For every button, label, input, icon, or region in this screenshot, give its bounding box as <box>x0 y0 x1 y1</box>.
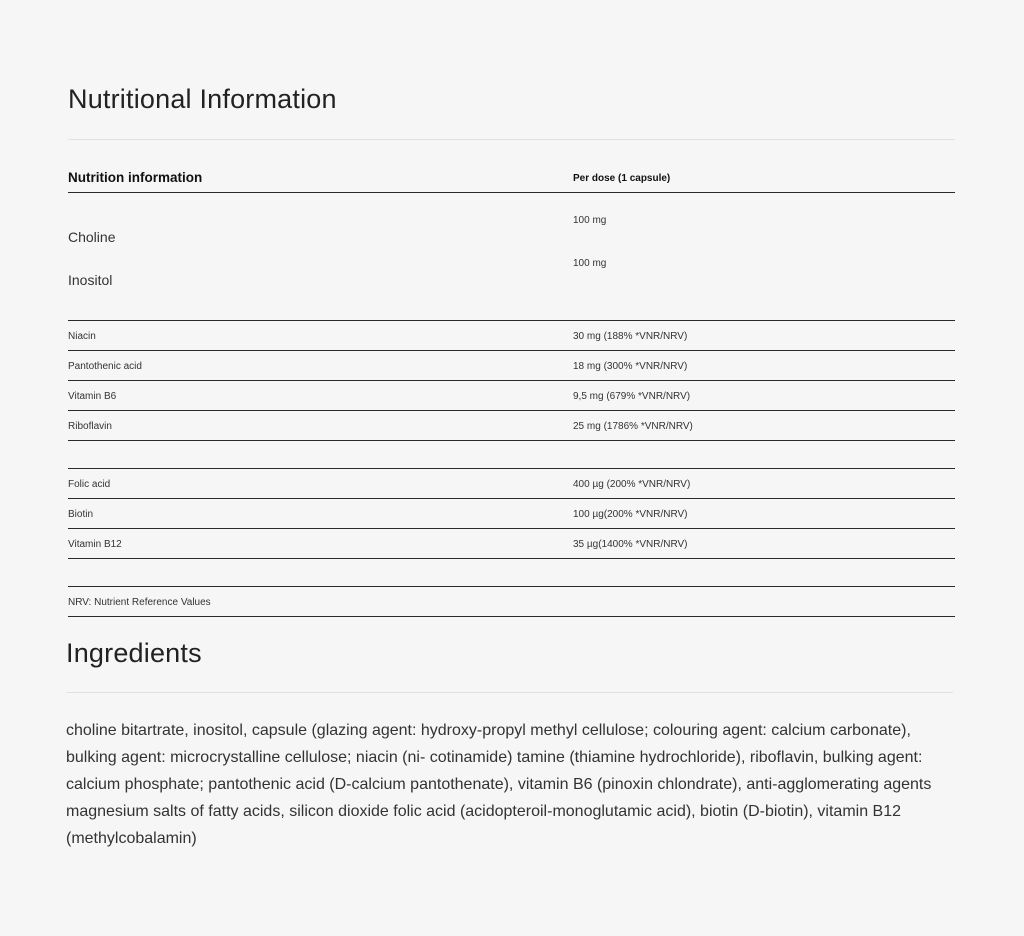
table-row <box>68 499 955 529</box>
section-divider <box>66 692 953 693</box>
nutrient-value: 100 mg <box>573 258 607 269</box>
nutrient-value: 30 mg (188% *VNR/NRV) <box>573 331 688 342</box>
nutrition-table <box>68 165 955 617</box>
table-row <box>68 529 955 559</box>
table-row <box>68 411 955 441</box>
table-header <box>68 165 955 193</box>
table-footnote-row <box>68 587 955 617</box>
nutrient-value: 9,5 mg (679% *VNR/NRV) <box>573 391 691 402</box>
table-spacer-row <box>68 441 955 469</box>
nutrient-name: Folic acid <box>68 479 111 490</box>
nutrient-value: 18 mg (300% *VNR/NRV) <box>573 361 688 372</box>
nutrient-name: Inositol <box>68 272 113 288</box>
table-row <box>68 258 955 288</box>
ingredients-section-title: Ingredients <box>66 638 202 668</box>
table-row <box>68 321 955 351</box>
nutrient-name: Choline <box>68 229 116 245</box>
table-row <box>68 215 955 245</box>
table-spacer-row <box>68 559 955 587</box>
section-divider <box>68 139 955 140</box>
nutrient-name: Pantothenic acid <box>68 361 142 372</box>
header-nutrient-label: Nutrition information <box>68 170 203 185</box>
nutrient-value: 400 µg (200% *VNR/NRV) <box>573 479 691 490</box>
nutrient-name: Vitamin B12 <box>68 539 122 550</box>
footnote-text: NRV: Nutrient Reference Values <box>68 597 211 608</box>
header-dose-label: Per dose (1 capsule) <box>573 173 671 184</box>
primary-nutrients <box>68 193 955 321</box>
table-row <box>68 351 955 381</box>
nutrient-name: Biotin <box>68 509 94 520</box>
nutrient-name: Riboflavin <box>68 421 112 432</box>
table-row <box>68 469 955 499</box>
table-row <box>68 381 955 411</box>
nutrient-value: 100 µg(200% *VNR/NRV) <box>573 509 688 520</box>
ingredients-text: choline bitartrate, inositol, capsule (glazing agent: hydroxy-propyl methyl cellulose; colouring agent: calcium carbonate), bulking agent: microcrystalline cellulose; niacin (ni- cotinamide) tamine (thiamine hydrochloride), riboflavin, bulking agent: calcium phosphate; pantothenic acid (D-calcium pantothenate), vitamin B6 (pinoxin chlondrate), anti-agglomerating agents magnesium salts of fatty acids, silicon dioxide folic acid (acidopteroil-monoglutamic acid), biotin (D-biotin), vitamin B12 (methylcobalamin) <box>66 722 932 847</box>
nutrient-name: Niacin <box>68 331 96 342</box>
nutrient-value: 100 mg <box>573 215 607 226</box>
nutrition-section-title: Nutritional Information <box>68 84 337 114</box>
nutrient-name: Vitamin B6 <box>68 391 117 402</box>
nutrient-value: 35 µg(1400% *VNR/NRV) <box>573 539 688 550</box>
nutrient-value: 25 mg (1786% *VNR/NRV) <box>573 421 693 432</box>
